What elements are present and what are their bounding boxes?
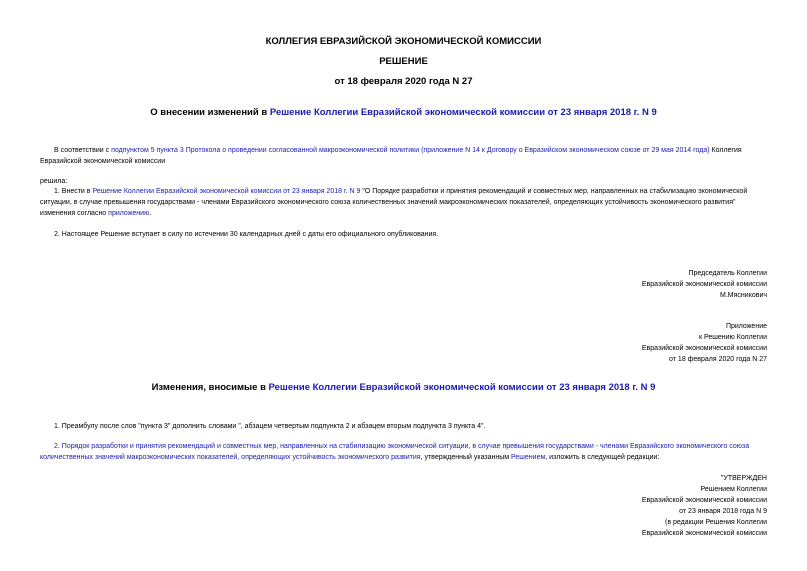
- item-1-text-2: "О Порядке разработки и принятия рекомендаций и совместных мер, направленных на стабилизацию экономической ситуации, в случае превышения государствами - членами Евразийского экономического союза количественных значений макроэкономических показателей, определяющих устойчивость экономического развития" изменения согласно: [40, 188, 748, 217]
- item-2-paragraph: 2. Настоящее Решение вступает в силу по истечении 30 календарных дней с даты его официального опубликования.: [54, 231, 439, 238]
- signature-line-3: М.Мясникович: [720, 292, 767, 299]
- organization-heading: КОЛЛЕГИЯ ЕВРАЗИЙСКОЙ ЭКОНОМИЧЕСКОЙ КОМИССИИ: [265, 36, 542, 47]
- change-2-paragraph: [40, 441, 767, 463]
- preamble-text-2: Коллегия Евразийской экономической комиссии: [40, 147, 742, 165]
- approved-line-4: от 23 января 2018 года N 9: [679, 508, 767, 515]
- changes-title: [0, 382, 807, 393]
- item-1-paragraph: [40, 186, 767, 219]
- change-2-text-2: , изложить в следующей редакции:: [545, 454, 660, 461]
- item-1-appendix-link[interactable]: приложению: [108, 210, 150, 217]
- item-1-decision-link[interactable]: Решение Коллегии Евразийской экономической комиссии от 23 января 2018 г. N 9: [92, 188, 361, 195]
- appendix-line-2: к Решению Коллегии: [699, 334, 767, 341]
- decided-label: решила:: [40, 178, 68, 185]
- change-2-decision-link[interactable]: Решением: [511, 454, 546, 461]
- document-date-heading: от 18 февраля 2020 года N 27: [334, 76, 473, 87]
- appendix-line-4: от 18 февраля 2020 года N 27: [669, 356, 767, 363]
- approved-line-3: Евразийской экономической комиссии: [641, 497, 767, 504]
- approved-line-2: Решением Коллегии: [700, 486, 767, 493]
- item-1-text-3: .: [149, 210, 152, 217]
- approved-block: [639, 473, 767, 539]
- decision-title-prefix: О внесении изменений в: [150, 107, 270, 118]
- appendix-line-3: Евразийской экономической комиссии: [641, 345, 767, 352]
- approved-line-1: "УТВЕРЖДЕН: [720, 475, 767, 482]
- appendix-block: [642, 321, 767, 365]
- document-type-heading: РЕШЕНИЕ: [379, 56, 428, 67]
- change-2-order-link[interactable]: 2. Порядок разработки и принятия рекомендаций и совместных мер, направленных на стабилизацию экономической ситуации, в случае превышения государствами - членами Евразийского экономического союза количественных значений макроэкономических показателей, определяющих устойчивость экономического развития: [40, 443, 750, 461]
- changes-title-prefix: Изменения, вносимые в: [151, 382, 269, 393]
- preamble-paragraph: [40, 145, 767, 167]
- appendix-line-1: Приложение: [725, 323, 767, 330]
- signature-line-2: Евразийской экономической комиссии: [641, 281, 767, 288]
- change-2-text-1: , утвержденный указанным: [420, 454, 512, 461]
- changes-title-link[interactable]: Решение Коллегии Евразийской экономической комиссии от 23 января 2018 г. N 9: [268, 382, 656, 393]
- signature-line-1: Председатель Коллегии: [688, 270, 767, 277]
- signature-block: [642, 268, 767, 301]
- item-1-text-1: 1. Внести в: [54, 188, 93, 195]
- change-1-paragraph: 1. Преамбулу после слов "пункта 3" дополнить словами ", абзацем четвертым подпункта 2 и абзацем вторым подпункта 3 пункта 4".: [54, 423, 486, 430]
- preamble-protocol-link[interactable]: подпунктом 5 пункта 3 Протокола о проведении согласованной макроэкономической политики (приложение N 14 к Договору о Евразийском экономическом союзе от 29 мая 2014 года): [111, 147, 710, 154]
- approved-line-6: Евразийской экономической комиссии: [641, 530, 767, 537]
- preamble-text-1: В соответствии с: [54, 147, 112, 154]
- approved-line-5: (в редакции Решения Коллегии: [665, 519, 767, 526]
- decision-title-link[interactable]: Решение Коллегии Евразийской экономической комиссии от 23 января 2018 г. N 9: [269, 107, 657, 118]
- decision-title: [0, 107, 807, 118]
